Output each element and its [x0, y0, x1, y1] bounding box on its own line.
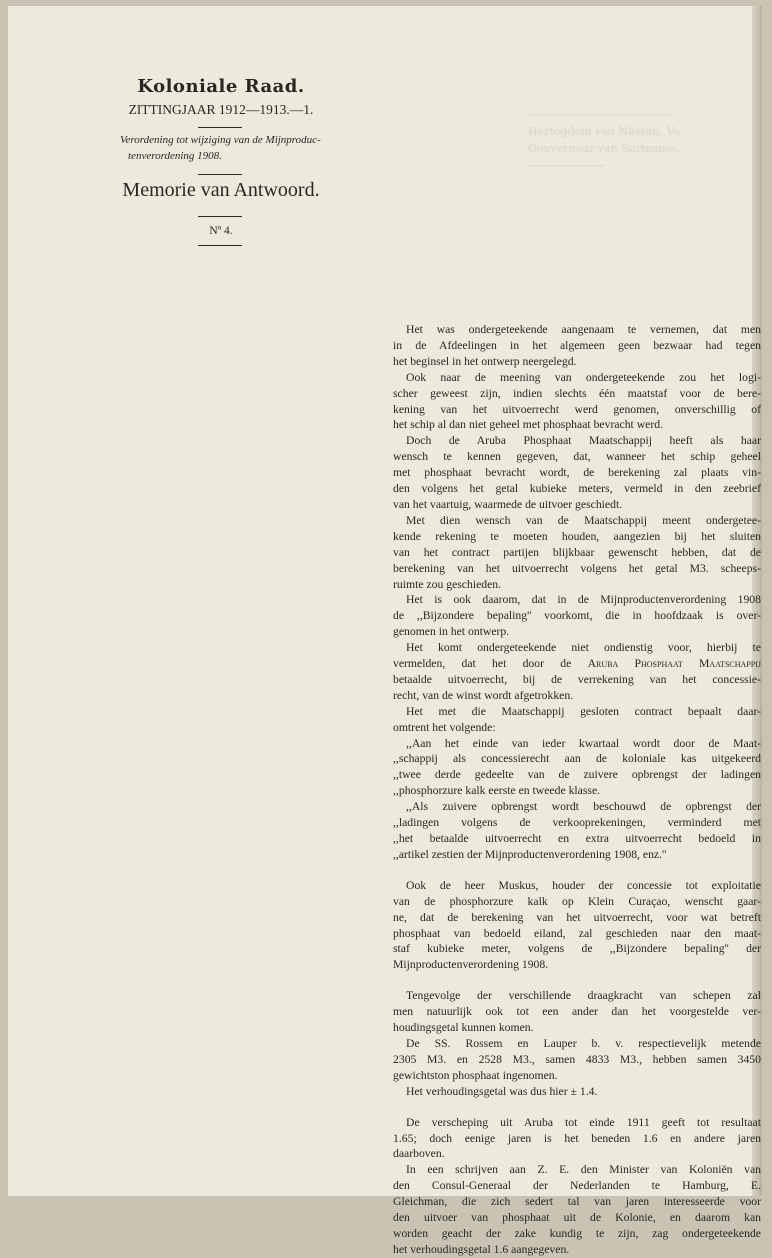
text-line: men natuurlijk ook tot een ander dan het voorgestelde ver- — [393, 1005, 761, 1019]
session-year: ZITTINGJAAR 1912—1913.—1. — [128, 102, 314, 117]
text-line: Ook naar de meening van ondergeteekende zou het logi- — [406, 370, 761, 384]
text-line: ruimte zou geschieden. — [393, 577, 502, 591]
divider — [198, 174, 242, 175]
text-line: vermelden, dat het door de Aruba Phosphaat Maatschappij — [393, 657, 761, 671]
subject-line — [120, 132, 360, 164]
divider — [198, 216, 242, 217]
paragraph-gap — [393, 973, 761, 988]
subject-line-2: tenverordening 1908. — [128, 150, 222, 162]
text-line: in de Afdeelingen in het algemeen geen bezwaar had tegen — [393, 338, 761, 352]
text-line: scher geweest zijn, indien slechts één maatstaf voor de bere- — [393, 386, 761, 400]
document-title: Memorie van Antwoord. — [122, 179, 320, 201]
text-line: Het komt ondergeteekende niet ondienstig voor, hierbij te — [406, 641, 761, 655]
text-line: houdingsgetal kunnen komen. — [393, 1021, 534, 1035]
text-line: ,,phosphorzure kalk eerste en tweede klasse. — [393, 784, 601, 798]
text-line: Doch de Aruba Phosphaat Maatschappij heeft als haar — [406, 434, 761, 448]
text-line: omtrent het volgende: — [393, 720, 496, 734]
text-line: wensch te kennen gegeven, dat, wanneer het schip geheel — [393, 450, 761, 464]
text-line: 1.65; doch eenige jaren is het beneden 1.6 en andere jaren — [393, 1131, 761, 1145]
text-line: Het is ook daarom, dat in de Mijnproductenverordening 1908 — [406, 593, 761, 607]
text-line: De verscheping uit Aruba tot einde 1911 geeft tot resultaat — [406, 1115, 761, 1129]
text-line: Tengevolge der verschillende draagkracht van schepen zal — [406, 989, 761, 1003]
text-line: ne, dat de berekening van het uitvoerrecht, voor wat betreft — [393, 910, 761, 924]
text-line: den volgens het getal kubieke meters, vermeld in den zeebrief — [393, 482, 761, 496]
text-line: ,,Aan het einde van ieder kwartaal wordt door de Maat- — [406, 736, 761, 750]
text-line: kende rekening te moeten houden, aangezien bij het sluiten — [393, 529, 761, 543]
document-page — [8, 6, 761, 1256]
text-line: met phosphaat bevracht wordt, de berekening zal plaats vin- — [393, 466, 761, 480]
text-line: den Consul-Generaal der Nederlanden te Hamburg, E. — [393, 1179, 761, 1193]
company-name: Aruba Phosphaat Maatschappij — [587, 657, 761, 671]
show-through-text: ————————————— Hertogdom van Nassau, Vo. Gouverneur van Suriname, ——————— — [528, 108, 684, 172]
text-line: van het vaartuig, waarmede de uitvoer geschiedt. — [393, 497, 623, 511]
text-line: Het was ondergeteekende aangenaam te vernemen, dat men — [406, 323, 761, 336]
text-line: van het contract partijen blijkbaar gewenscht hebben, dat de — [393, 545, 761, 559]
text-line: genomen in het ontwerp. — [393, 625, 510, 639]
text-line: daarboven. — [393, 1147, 445, 1161]
text-line: De SS. Rossem en Lauper b. v. respectievelijk metende — [406, 1036, 761, 1050]
text-line: den uitvoer van phosphaat uit de Kolonie, en daarom kan — [393, 1211, 761, 1225]
text-line: Mijnproductenverordening 1908. — [393, 958, 549, 972]
text-line: Met dien wensch van de Maatschappij meent ondergetee- — [406, 513, 761, 527]
text-line: worden geacht der zake kundig te zijn, zag ondergeteekende — [393, 1226, 761, 1240]
text-line: phosphaat van bedoeld eiland, zal geschieden naar den maat- — [393, 926, 761, 940]
text-line: recht, van de winst wordt afgetrokken. — [393, 688, 574, 702]
divider — [198, 127, 242, 128]
text-line: Het verhoudingsgetal was dus hier ± 1.4. — [406, 1084, 598, 1098]
text-line: Ook de heer Muskus, houder der concessie tot exploitatie — [406, 878, 761, 892]
text-line: ,,schappij als concessierecht aan de koloniale kas uitgekeerd — [393, 752, 761, 766]
text-line: 2305 M3. en 2528 M3., samen 4833 M3., hebben samen 3450 — [393, 1052, 761, 1066]
text-line: van de phosphorzure kalk op Klein Curaçao, wenscht gaar- — [393, 894, 761, 908]
text-line: staf kubieke meter, volgens de ,,Bijzondere bepaling'' der — [393, 942, 761, 956]
paragraph-gap — [393, 1100, 761, 1115]
text-line: Het met die Maatschappij gesloten contract bepaalt daar- — [406, 704, 761, 718]
text-line: het verhoudingsgetal 1.6 aangegeven. — [393, 1242, 570, 1256]
text-line: gewichtston phosphaat ingenomen. — [393, 1068, 558, 1082]
text-line: Gleichman, die zich sedert tal van jaren interesseerde voor — [393, 1195, 761, 1209]
text-line: betaalde uitvoerrecht, bij de verrekening van het concessie- — [393, 672, 761, 686]
divider — [198, 245, 242, 246]
text-line: ,,ladingen volgens de verkooprekeningen, verminderd met — [393, 816, 761, 830]
text-line: de ,,Bijzondere bepaling'' voorkomt, die in hoofdzaak is over- — [393, 609, 761, 623]
text-line: berekening van het uitvoerrecht volgens het getal M3. scheeps- — [393, 561, 761, 575]
text-line: In een schrijven aan Z. E. den Minister van Koloniën van — [406, 1163, 761, 1177]
text-line: ,,Als zuivere opbrengst wordt beschouwd de opbrengst der — [406, 800, 761, 814]
text-line: ,,het betaalde uitvoerrecht en extra uitvoerrecht bedoeld in — [393, 832, 761, 845]
text-line: kening van het uitvoerrecht werd genomen, onverschillig of — [393, 402, 761, 416]
text-line: het beginsel in het ontwerp neergelegd. — [393, 354, 577, 368]
document-number: Nº 4. — [209, 225, 233, 237]
council-heading: Koloniale Raad. — [137, 76, 305, 97]
paragraph-gap — [393, 863, 761, 878]
body-text — [393, 322, 761, 1258]
text-line: ,,twee derde gedeelte van de zuivere opbrengst der ladingen — [393, 768, 761, 782]
subject-line-1: Verordening tot wijziging van de Mijnproduc- — [120, 134, 321, 146]
text-line: ,,artikel zestien der Mijnproductenverordening 1908, enz.'' — [393, 847, 667, 861]
text-line: het schip al dan niet geheel met phosphaat bevracht werd. — [393, 418, 664, 432]
